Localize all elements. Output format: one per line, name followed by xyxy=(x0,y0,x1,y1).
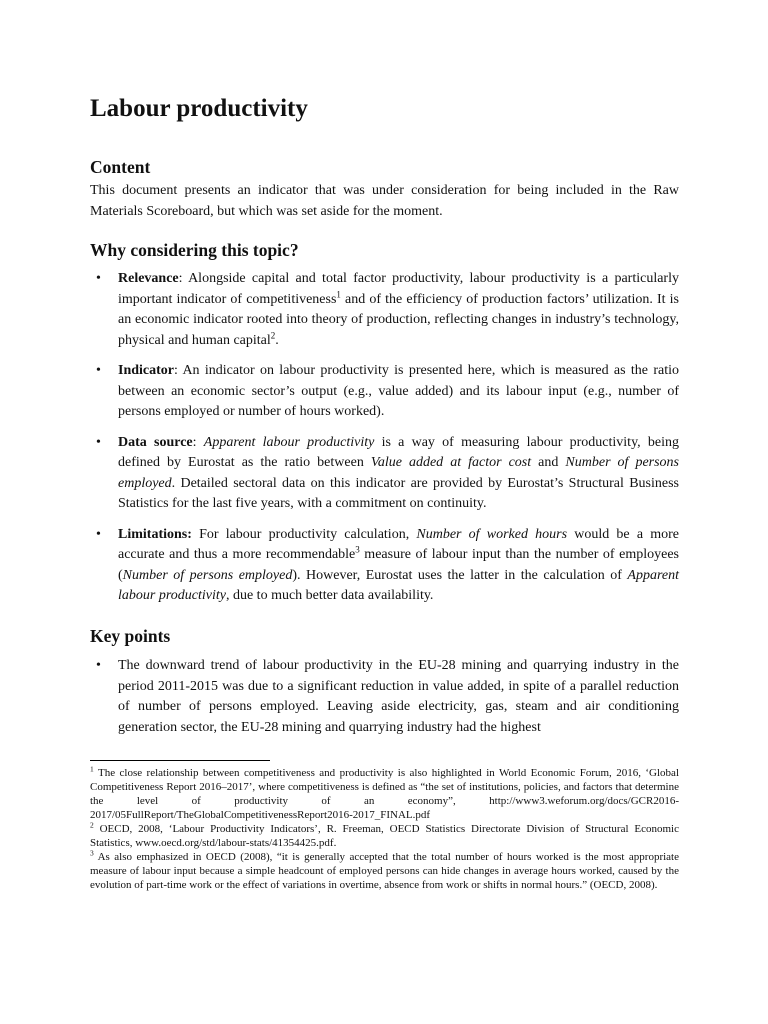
footnotes xyxy=(90,766,679,892)
data-source-bullet: • Data source: Apparent labour productivity is a way of measuring labour productivity, being defined by Eurostat as the ratio between Value added at factor cost and Number of persons employed. Detailed sectoral data on this indicator are provided by Eurostat’s Structural Business Statistics for the last five years, with a commitment on continuity. xyxy=(90,433,679,515)
why-heading: Why considering this topic? xyxy=(90,240,299,260)
key-points-heading: Key points xyxy=(90,626,171,646)
footnote-3: $^3$ As also emphasized in OECD (2008), “it is generally accepted that the total number of hours worked is the most appropriate measure of labour input because a simple headcount of employed persons can hide changes in average hours worked, caused by the evolution of part-time work or the effect of variations in overtime, absence from work or shifts in normal hours.” (OECD, 2008). xyxy=(90,848,679,891)
footnote-ref-2: 2 xyxy=(270,329,276,340)
limitations-bullet: • Limitations: For labour productivity calculation, Number of worked hours would be a more accurate and thus a more recommendable$^3$ measure of labour input than the number of employees (Number of persons employed). However, Eurostat uses the latter in the calculation of Apparent labour productivity, due to much better data availability. xyxy=(90,525,679,607)
footnote-ref-1: 1 xyxy=(336,288,341,299)
indicator-bullet: • Indicator: An indicator on labour productivity is presented here, which is measured as the ratio between an economic sector’s output (e.g., value added) and its labour input (e.g., number of persons employed or number of hours worked). xyxy=(90,361,679,423)
content-heading: Content xyxy=(90,157,151,177)
limitations-label: Limitations: xyxy=(118,526,192,542)
list-item: • The downward trend of labour productivity in the EU-28 mining and quarrying industry in the period 2011-2015 was due to a significant reduction in value added, in spite of a parallel reduction of number of persons employed. Leaving aside electricity, gas, steam and air conditioning generation sector, the EU-28 mining and quarrying industry had the highest xyxy=(90,656,679,738)
why-bullet-list xyxy=(90,269,679,607)
relevance-bullet: • Relevance: Alongside capital and total factor productivity, labour productivity is a particularly important indicator of competitiveness$^1$ and of the efficiency of production factors’ utilization. It is an economic indicator rooted into theory of production, reflecting changes in industry’s technology, physical and human capital$^2$. xyxy=(90,269,679,351)
footnote-1: $^1$ The close relationship between competitiveness and productivity is also highlighted in World Economic Forum, 2016, ‘Global Competitiveness Report 2016–2017’, where competitiveness is defined as “the set of institutions, policies, and factors that determine the level of productivity of an economy”, http://www3.weforum.org/docs/GCR2016-2017/05FullReport/TheGlobalCompetitivenessReport2016-2017_FINAL.pdf xyxy=(90,764,679,821)
content-paragraph: This document presents an indicator that was under consideration for being included in the Raw Materials Scoreboard, but which was set aside for the moment. xyxy=(90,183,679,219)
key-points-list xyxy=(90,656,679,738)
footnote-ref-3: 3 xyxy=(355,544,360,555)
data-source-label: Data source xyxy=(118,434,193,450)
footnote-2: $^2$ OECD, 2008, ‘Labour Productivity Indicators’, R. Freeman, OECD Statistics Directorate Division of Structural Economic Statistics, www.oecd.org/std/labour-stats/41354425.pdf. xyxy=(90,820,679,849)
page-title: Labour productivity xyxy=(90,95,308,122)
relevance-label: Relevance xyxy=(118,271,179,286)
footnote-divider xyxy=(90,760,270,761)
indicator-label: Indicator xyxy=(118,363,174,378)
